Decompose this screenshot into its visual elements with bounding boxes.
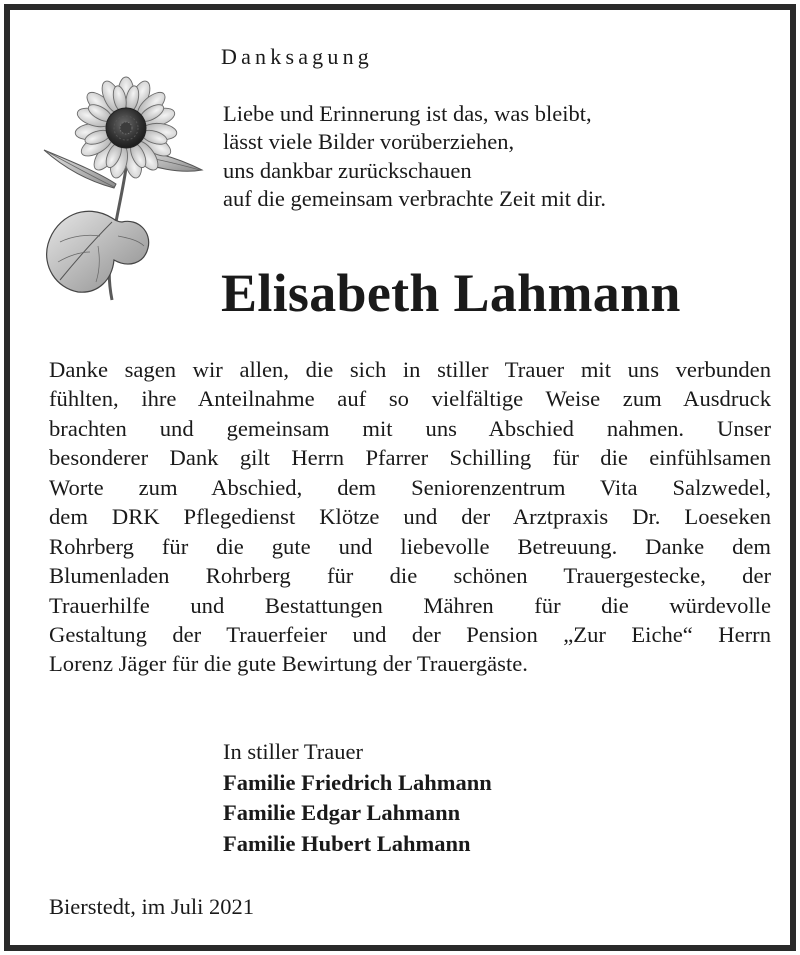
sunflower-icon <box>38 76 210 302</box>
paragraph-line: Gestaltung der Trauerfeier und der Pension „Zur Eiche“ Herrn <box>49 621 771 647</box>
family-name: Familie Hubert Lahmann <box>223 830 471 856</box>
paragraph-line: Danke sagen wir allen, die sich in stiller Trauer mit uns verbunden <box>49 357 771 382</box>
place-date: Bierstedt, im Juli 2021 <box>49 894 254 919</box>
deceased-name: Elisabeth Lahmann <box>221 263 681 323</box>
thanks-paragraph <box>49 355 771 679</box>
signoff-intro: In stiller Trauer <box>223 739 363 764</box>
poem <box>223 100 606 213</box>
paragraph-line: besonderer Dank gilt Herrn Pfarrer Schilling für die einfühlsamen <box>49 445 771 471</box>
poem-line: uns dankbar zurückschauen <box>223 157 472 183</box>
poem-line: Liebe und Erinnerung ist das, was bleibt, <box>223 101 592 126</box>
poem-line: lässt viele Bilder vorüberziehen, <box>223 129 515 155</box>
family-name: Familie Friedrich Lahmann <box>223 769 492 795</box>
signoff <box>223 737 492 859</box>
poem-line: auf die gemeinsam verbrachte Zeit mit dir. <box>223 185 606 211</box>
paragraph-line: brachten und gemeinsam mit uns Abschied nahmen. Unser <box>49 415 771 441</box>
obituary-frame <box>4 4 796 951</box>
paragraph-line: fühlten, ihre Anteilnahme auf so vielfältige Weise zum Ausdruck <box>49 386 771 412</box>
family-name: Familie Edgar Lahmann <box>223 800 461 825</box>
paragraph-line: Trauerhilfe und Bestattungen Mähren für die würdevolle <box>49 592 771 618</box>
paragraph-line: Rohrberg für die gute und liebevolle Betreuung. Danke dem <box>49 533 771 559</box>
paragraph-line: Blumenladen Rohrberg für die schönen Trauergestecke, der <box>49 563 771 589</box>
paragraph-line: dem DRK Pflegedienst Klötze und der Arztpraxis Dr. Loeseken <box>49 504 771 530</box>
paragraph-line: Worte zum Abschied, dem Seniorenzentrum Vita Salzwedel, <box>49 474 771 500</box>
notice-heading: Danksagung <box>221 44 373 69</box>
paragraph-line: Lorenz Jäger für die gute Bewirtung der Trauergäste. <box>49 651 528 677</box>
